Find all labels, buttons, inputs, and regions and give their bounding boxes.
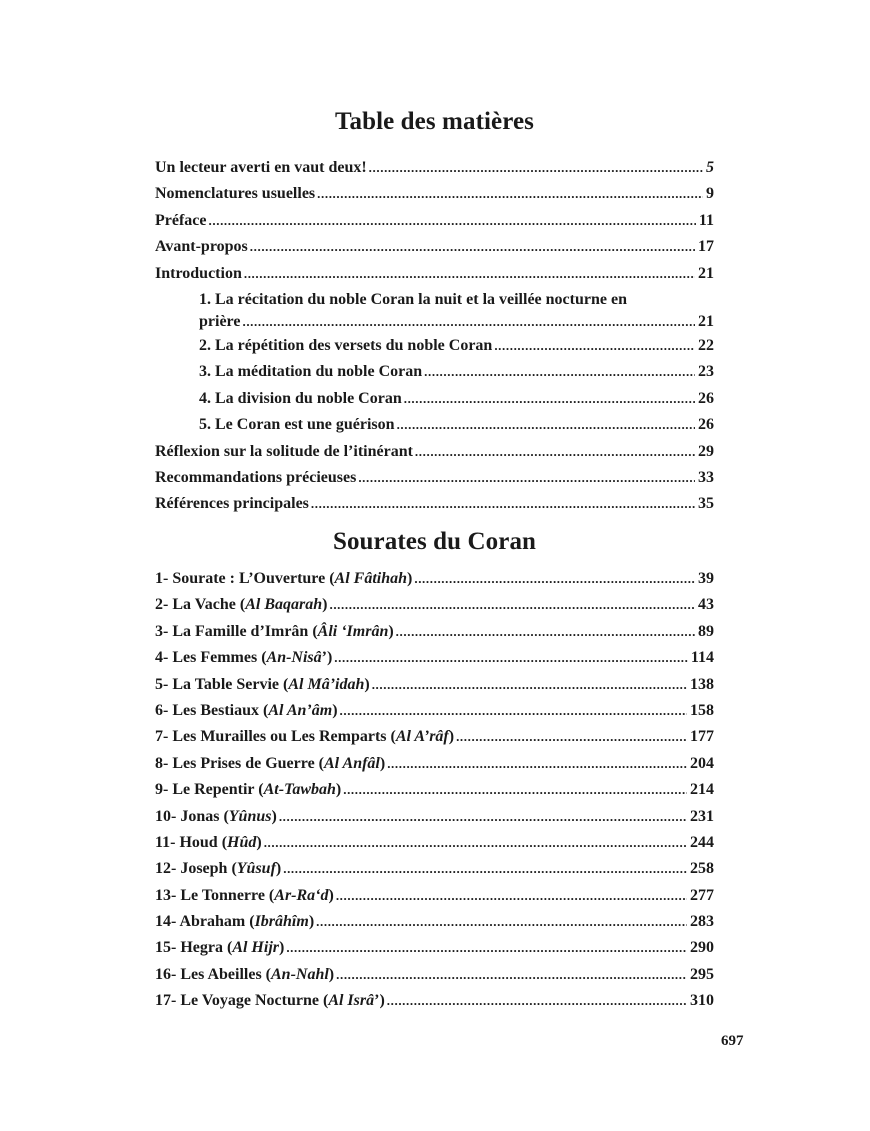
- closing-paren: ): [379, 754, 386, 772]
- closing-paren: ): [328, 886, 334, 904]
- entry-label: Introduction: [155, 264, 242, 282]
- sourate-entry[interactable]: [155, 804, 714, 830]
- entry-label: Préface: [155, 211, 207, 229]
- entry-page: 26: [698, 389, 714, 407]
- toc-entry[interactable]: [155, 208, 714, 234]
- dot-leader: [387, 988, 687, 1014]
- arabic-name: Hûd: [227, 833, 257, 851]
- entry-page: 35: [698, 495, 714, 513]
- arabic-name: Ibrâhîm: [254, 913, 309, 931]
- closing-paren: ): [322, 596, 328, 614]
- french-name: 11- Houd (: [155, 833, 228, 851]
- entry-page: 26: [698, 416, 714, 434]
- french-name: 2- La Vache (: [155, 596, 246, 614]
- entry-page: 43: [698, 596, 714, 614]
- french-name: 10- Jonas (: [155, 807, 229, 825]
- arabic-name: Al Hijr: [232, 939, 279, 957]
- dot-leader: [336, 962, 687, 988]
- entry-label: 3. La méditation du noble Coran: [199, 363, 423, 381]
- entry-label: [155, 724, 454, 750]
- french-name: 13- Le Tonnerre (: [155, 886, 275, 904]
- toc-entry[interactable]: [155, 465, 714, 491]
- entry-page: 295: [690, 965, 714, 983]
- entry-label: Réflexion sur la solitude de l’itinérant: [155, 442, 413, 460]
- toc-subentry[interactable]: [155, 386, 714, 412]
- entry-label: [155, 698, 338, 724]
- arabic-name: Al A’râf: [395, 728, 449, 746]
- entry-label: [155, 566, 412, 592]
- french-name: 9- Le Repentir (: [155, 781, 264, 799]
- closing-paren: ): [332, 701, 338, 719]
- entry-label: 5. Le Coran est une guérison: [199, 416, 395, 434]
- entry-page: 231: [690, 807, 714, 825]
- dot-leader: [415, 439, 695, 465]
- entry-label: [155, 830, 262, 856]
- dot-leader: [283, 856, 687, 882]
- sourate-entry[interactable]: [155, 751, 714, 777]
- dot-leader: [358, 465, 695, 491]
- closing-paren: ): [271, 807, 277, 825]
- closing-paren: ): [328, 965, 335, 983]
- closing-paren: ’): [374, 992, 385, 1010]
- entry-label: [155, 935, 284, 961]
- sourate-entry[interactable]: [155, 777, 714, 803]
- entry-label: [155, 804, 277, 830]
- toc-entry[interactable]: [155, 234, 714, 260]
- entry-label: [155, 619, 394, 645]
- french-name: 1- Sourate : L’Ouverture (: [155, 570, 335, 587]
- closing-paren: ): [308, 913, 315, 931]
- french-name: 17- Le Voyage Nocturne (: [155, 992, 329, 1010]
- dot-leader: [311, 491, 695, 517]
- entry-page: 29: [698, 442, 714, 460]
- dot-leader: [414, 566, 695, 592]
- entry-label: [155, 909, 314, 935]
- entry-label: Avant-propos: [155, 238, 248, 256]
- entry-page: 158: [690, 701, 714, 719]
- dot-leader: [334, 645, 688, 671]
- french-name: 15- Hegra (: [155, 939, 233, 957]
- french-name: 4- Les Femmes (: [155, 649, 267, 667]
- toc-list: [155, 155, 714, 518]
- arabic-name: At-Tawbah: [263, 781, 336, 799]
- entry-label: Recommandations précieuses: [155, 468, 357, 486]
- entry-page: 17: [698, 238, 714, 256]
- sourates-title: Sourates du Coran: [332, 528, 537, 555]
- toc-title: Table des matières: [334, 108, 535, 135]
- entry-page: 244: [690, 833, 714, 851]
- toc-subentry[interactable]: [155, 359, 714, 385]
- entry-page: 214: [690, 781, 714, 799]
- dot-leader: [494, 333, 695, 359]
- arabic-name: Yûnus: [228, 807, 272, 825]
- entry-page: 11: [698, 211, 714, 229]
- closing-paren: ): [275, 860, 282, 878]
- toc-entry[interactable]: [155, 155, 714, 181]
- arabic-name: An-Nisâ: [266, 649, 322, 667]
- dot-leader: [456, 724, 687, 750]
- closing-paren: ): [448, 728, 455, 746]
- entry-page: 5: [706, 159, 714, 176]
- entry-label: [155, 777, 341, 803]
- french-name: 8- Les Prises de Guerre (: [155, 754, 324, 772]
- arabic-name: Ar-Ra‘d: [274, 886, 329, 904]
- french-name: 14- Abraham (: [155, 913, 255, 931]
- dot-leader: [397, 412, 695, 438]
- entry-label: [155, 988, 385, 1014]
- entry-page: 23: [698, 363, 714, 381]
- entry-label: Un lecteur averti en vaut deux!: [155, 159, 367, 176]
- sourates-list: [155, 566, 714, 1015]
- sourate-entry[interactable]: [155, 698, 714, 724]
- sourate-entry[interactable]: [155, 566, 714, 592]
- sourate-entry[interactable]: [155, 909, 714, 935]
- dot-leader: [264, 830, 687, 856]
- entry-page: 283: [690, 913, 714, 931]
- dot-leader: [396, 619, 695, 645]
- sourate-entry[interactable]: [155, 619, 714, 645]
- entry-label-cont: prière: [199, 312, 241, 330]
- toc-subentry[interactable]: [155, 333, 714, 359]
- sourate-entry[interactable]: [155, 935, 714, 961]
- entry-page: 33: [698, 468, 714, 486]
- entry-page: 39: [698, 570, 714, 587]
- entry-label: 4. La division du noble Coran: [199, 389, 402, 407]
- dot-leader: [279, 804, 687, 830]
- dot-leader: [250, 234, 695, 260]
- dot-leader: [316, 909, 687, 935]
- sourate-entry[interactable]: [155, 962, 714, 988]
- sourate-entry[interactable]: [155, 830, 714, 856]
- closing-paren: ): [364, 675, 370, 693]
- toc-entry[interactable]: [155, 491, 714, 517]
- sourate-entry[interactable]: [155, 592, 714, 618]
- french-name: 16- Les Abeilles (: [155, 965, 271, 983]
- entry-page: 177: [690, 728, 714, 746]
- entry-label: [155, 645, 332, 671]
- arabic-name: An-Nahl: [271, 965, 329, 983]
- dot-leader: [372, 672, 687, 698]
- entry-page: 290: [690, 939, 714, 957]
- entry-label: [155, 672, 370, 698]
- dot-leader: [244, 261, 695, 287]
- dot-leader: [242, 311, 695, 333]
- entry-label: Nomenclatures usuelles: [155, 185, 316, 203]
- sourate-entry[interactable]: [155, 724, 714, 750]
- dot-leader: [329, 592, 695, 618]
- sourate-entry[interactable]: [155, 672, 714, 698]
- closing-paren: ): [256, 833, 262, 851]
- french-name: 5- La Table Servie (: [155, 675, 289, 693]
- sourate-entry[interactable]: [155, 856, 714, 882]
- entry-page: 277: [690, 886, 714, 904]
- dot-leader: [340, 698, 687, 724]
- french-name: 6- Les Bestiaux (: [155, 701, 269, 719]
- closing-paren: ’): [321, 649, 333, 667]
- french-name: 12- Joseph (: [155, 860, 237, 878]
- dot-leader: [286, 935, 687, 961]
- entry-page: 204: [690, 754, 714, 772]
- entry-label: [155, 592, 327, 618]
- entry-page: 138: [690, 675, 714, 693]
- entry-label: [155, 751, 385, 777]
- toc-subentry[interactable]: [155, 287, 714, 333]
- entry-label: [155, 883, 334, 909]
- entry-label: [155, 962, 334, 988]
- entry-page: 9: [706, 185, 714, 203]
- arabic-name: Al Fâtihah: [334, 570, 408, 587]
- sourate-entry[interactable]: [155, 645, 714, 671]
- page-number: 697: [721, 1033, 744, 1049]
- entry-label: Références principales: [155, 495, 309, 513]
- french-name: 7- Les Murailles ou Les Remparts (: [155, 728, 396, 746]
- dot-leader: [317, 181, 703, 207]
- dot-leader: [424, 359, 695, 385]
- arabic-name: Al An’âm: [268, 701, 333, 719]
- entry-label: 2. La répétition des versets du noble Coran: [199, 336, 493, 354]
- arabic-name: Al Mâ’idah: [288, 675, 365, 693]
- arabic-name: Al Isrâ: [328, 992, 375, 1010]
- arabic-name: Al Anfâl: [324, 754, 380, 772]
- entry-page: 114: [690, 649, 714, 667]
- entry-page: 21: [698, 312, 714, 330]
- sourate-entry[interactable]: [155, 883, 714, 909]
- french-name: 3- La Famille d’Imrân (: [155, 622, 318, 640]
- closing-paren: ): [407, 570, 413, 587]
- entry-page: 258: [690, 860, 714, 878]
- entry-page: 21: [698, 264, 714, 282]
- toc-entry[interactable]: [155, 181, 714, 207]
- dot-leader: [209, 208, 696, 234]
- arabic-name: Âli ‘Imrân: [317, 622, 389, 640]
- dot-leader: [387, 751, 687, 777]
- entry-page: 310: [690, 992, 714, 1010]
- toc-entry[interactable]: [155, 261, 714, 287]
- entry-page: 22: [698, 336, 714, 354]
- dot-leader: [369, 155, 703, 181]
- dot-leader: [404, 386, 695, 412]
- entry-label: 1. La récitation du noble Coran la nuit et la veillée nocturne en: [199, 290, 627, 308]
- entry-page: 89: [698, 622, 714, 640]
- dot-leader: [336, 883, 687, 909]
- entry-label: [155, 856, 281, 882]
- sourate-entry[interactable]: [155, 988, 714, 1014]
- toc-entry[interactable]: [155, 439, 714, 465]
- arabic-name: Al Baqarah: [245, 596, 323, 614]
- toc-subentry[interactable]: [155, 412, 714, 438]
- dot-leader: [343, 777, 687, 803]
- arabic-name: Yûsuf: [236, 860, 276, 878]
- closing-paren: ): [388, 622, 394, 640]
- closing-paren: ): [279, 939, 285, 957]
- closing-paren: ): [335, 781, 342, 799]
